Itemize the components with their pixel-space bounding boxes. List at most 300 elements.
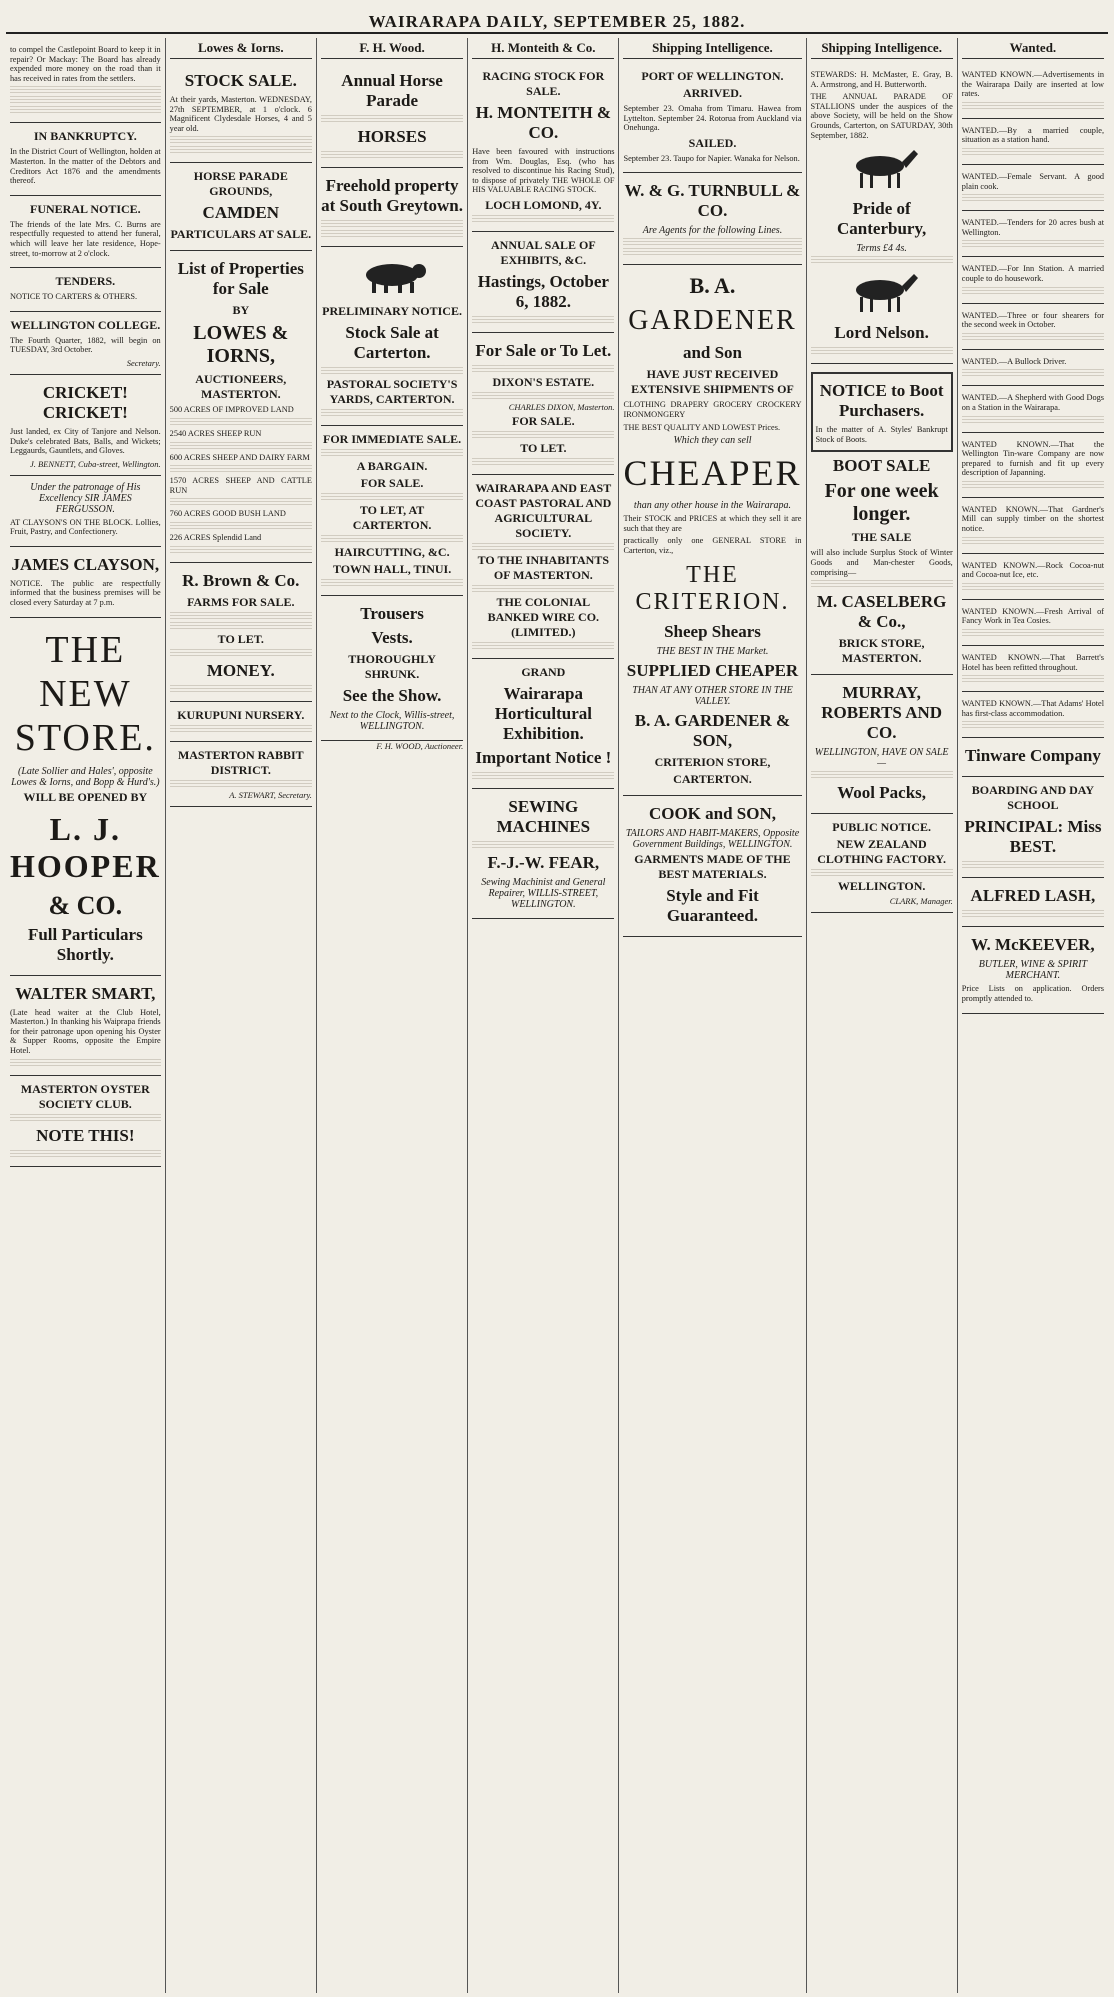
wanted-item-text: WANTED.—Three or four shearers for the second week in October. bbox=[961, 310, 1105, 330]
fear-title: F.-J.-W. FEAR, bbox=[487, 852, 600, 872]
stock-sale-carterton bbox=[321, 247, 463, 426]
rabbit-sign: A. STEWART, Secretary. bbox=[229, 789, 312, 800]
text-lines bbox=[962, 416, 1104, 424]
brown-to-let: TO LET. bbox=[217, 631, 264, 646]
acres-5: 760 ACRES GOOD BUSH LAND bbox=[169, 509, 286, 519]
c1-body-0: to compel the Castlepoint Board to keep it in repair? Or Mackay: The Board has already expended more money on the road than it has received in rates from the settlers. bbox=[10, 45, 161, 83]
text-lines bbox=[170, 725, 312, 733]
column-3 bbox=[317, 38, 468, 1993]
wanted-item-text: WANTED KNOWN.—Fresh Arrival of Fancy Work in Tea Cosies. bbox=[961, 606, 1105, 626]
wanted-item-text: WANTED.—A Shepherd with Good Dogs on a Station in the Wairarapa. bbox=[961, 393, 1105, 412]
cattle-cut bbox=[321, 255, 463, 300]
manager: CLARK, Manager. bbox=[889, 896, 953, 907]
text-lines bbox=[811, 771, 953, 779]
mckeever-title: W. McKEEVER, bbox=[971, 935, 1095, 955]
text-lines bbox=[472, 392, 614, 400]
note-this: NOTE THIS! bbox=[36, 1125, 135, 1145]
wanted-item bbox=[962, 498, 1104, 554]
turnbull-ad bbox=[623, 173, 801, 265]
stock-text: Their STOCK and PRICES at which they sell it are such that they are bbox=[623, 514, 802, 533]
pride-title: Pride of Canterbury, bbox=[837, 199, 927, 239]
camden-particulars: PARTICULARS AT SALE. bbox=[170, 227, 312, 242]
c1-body-1: In the District Court of Wellington, holden at Masterton. In the matter of the Debtors and Creditors Act 1876 and the amendments thereof. bbox=[10, 147, 161, 186]
wanted-item-text: WANTED KNOWN.—That Adams' Hotel has first-class accommodation. bbox=[961, 699, 1105, 718]
immediate-sale bbox=[321, 426, 463, 596]
vests-title: Vests. bbox=[371, 628, 413, 647]
inhabitants-title: TO THE INHABITANTS OF MASTERTON. bbox=[477, 552, 610, 582]
c2-head: Lowes & Iorns. bbox=[170, 38, 312, 59]
public-notice-ad bbox=[811, 814, 953, 913]
principal: PRINCIPAL: Miss BEST. bbox=[964, 817, 1102, 857]
text-lines bbox=[170, 522, 312, 530]
horse-parade-ad bbox=[321, 63, 463, 168]
c1-title-2: FUNERAL NOTICE. bbox=[29, 201, 141, 216]
smart-ad bbox=[10, 976, 161, 1076]
full-particulars: Full Particulars Shortly. bbox=[27, 924, 143, 964]
text-lines bbox=[10, 86, 161, 94]
racing-title: RACING STOCK FOR SALE. bbox=[482, 69, 605, 98]
c1-title-3: TENDERS. bbox=[55, 274, 116, 289]
text-lines bbox=[962, 629, 1104, 637]
wanted-item bbox=[962, 646, 1104, 692]
horse-cut bbox=[811, 144, 953, 195]
properties-by: BY bbox=[232, 303, 250, 318]
murray-sub: WELLINGTON, HAVE ON SALE— bbox=[814, 747, 949, 770]
text-lines bbox=[321, 493, 463, 501]
shrunk-title: THOROUGHLY SHRUNK. bbox=[348, 652, 436, 681]
wanted-item-text: WANTED.—By a married couple, situation as a station hand. bbox=[961, 125, 1105, 145]
text-lines bbox=[962, 675, 1104, 683]
c1-body-5: Just landed, ex City of Tanjore and Nelson. Duke's celebrated Bats, Balls, and Wickets; Leggaurds, Gauntlets, and Gloves. bbox=[10, 426, 161, 456]
text-lines bbox=[962, 369, 1104, 377]
wanted-list bbox=[962, 63, 1104, 738]
practically: practically only one GENERAL STORE in Carterton, viz., bbox=[623, 536, 802, 555]
brick-store: BRICK STORE, MASTERTON. bbox=[838, 636, 925, 666]
shears-best: THE BEST IN THE Market. bbox=[656, 645, 769, 657]
c1-sign-4: Secretary. bbox=[126, 357, 161, 368]
c1-block-0 bbox=[10, 38, 161, 123]
column-2 bbox=[166, 38, 317, 1993]
column-4 bbox=[468, 38, 619, 1993]
c1-title-6: Under the patronage of His Excellency SIR JAMES FERGUSSON. bbox=[30, 481, 141, 515]
c1-title-4: WELLINGTON COLLEGE. bbox=[10, 317, 161, 332]
text-lines bbox=[472, 365, 614, 373]
c1-block-3 bbox=[10, 268, 161, 312]
smart-body: (Late head waiter at the Club Hotel, Masterton.) In thanking his Waiprapa friends for their patronage upon opening his Oyster & Supper Rooms, opposite the Empire Hotel. bbox=[10, 1007, 161, 1056]
c1-body-2: The friends of the late Mrs. C. Burns are respectfully requested to attend her funeral, which will leave her late residence, Hope-street, to-morrow at 2 o'clock. bbox=[10, 219, 161, 258]
wanted-item-text: WANTED KNOWN.—Rock Cocoa-nut and Cocoa-nut Ice, etc. bbox=[961, 560, 1105, 580]
c3-to-let: TO LET, AT CARTERTON. bbox=[352, 503, 432, 532]
clothing-company: NEW ZEALAND CLOTHING FACTORY. bbox=[817, 837, 946, 867]
new-store-ad bbox=[10, 618, 161, 976]
stock-sale-ad bbox=[170, 63, 312, 163]
shears-title: Sheep Shears bbox=[664, 621, 761, 641]
smart-title: WALTER SMART, bbox=[15, 983, 156, 1003]
text-lines bbox=[472, 543, 614, 551]
text-lines bbox=[962, 194, 1104, 202]
racing-ad bbox=[472, 63, 614, 232]
wanted-item bbox=[962, 386, 1104, 432]
wool-packs: Wool Packs, bbox=[837, 783, 927, 803]
wanted-item-text: WANTED KNOWN.—That the Wellington Tin-ware Company are now prepared to furnish and fit up every description of Japanning. bbox=[961, 439, 1105, 478]
wanted-item bbox=[962, 63, 1104, 119]
opened-by: WILL BE OPENED BY bbox=[23, 789, 148, 804]
sewing-ad bbox=[472, 789, 614, 919]
dixon-sign: CHARLES DIXON, Masterton. bbox=[508, 401, 615, 412]
text-lines bbox=[321, 115, 463, 123]
cheaper-title: CHEAPER bbox=[623, 453, 802, 494]
column-6 bbox=[807, 38, 958, 1993]
properties-ad bbox=[170, 251, 312, 562]
wanted-item-text: WANTED.—Female Servant. A good plain cook. bbox=[961, 171, 1105, 191]
mckeever-sub: BUTLER, WINE & SPIRIT MERCHANT. bbox=[978, 959, 1088, 982]
camden-title: CAMDEN bbox=[202, 203, 280, 223]
acres-3: 600 ACRES SHEEP AND DAIRY FARM bbox=[169, 452, 310, 462]
murray-title: MURRAY, ROBERTS AND CO. bbox=[821, 683, 943, 743]
wood-sign: F. H. WOOD, Auctioneer. bbox=[376, 741, 464, 751]
nursery-title: KURUPUNI NURSERY. bbox=[177, 707, 305, 722]
text-lines bbox=[170, 622, 312, 630]
important-notice: Important Notice ! bbox=[475, 747, 612, 767]
text-lines bbox=[811, 256, 953, 264]
colonial-bank: THE COLONIAL BANKED WIRE CO. (LIMITED.) bbox=[487, 594, 600, 639]
c1-block-1 bbox=[10, 123, 161, 195]
gardener-son: B. A. GARDENER & SON, bbox=[634, 710, 791, 750]
text-lines bbox=[170, 780, 312, 788]
c1-title-1: IN BANKRUPTCY. bbox=[33, 129, 137, 144]
camden-ad bbox=[170, 163, 312, 251]
text-lines bbox=[170, 685, 312, 693]
criterion-title: THE CRITERION. bbox=[635, 561, 790, 615]
c1-block-2 bbox=[10, 196, 161, 268]
text-lines bbox=[170, 498, 312, 506]
wanted-item bbox=[962, 600, 1104, 646]
columns bbox=[6, 38, 1108, 1993]
port-title: PORT OF WELLINGTON. bbox=[641, 69, 784, 83]
wanted-item-text: WANTED.—Tenders for 20 acres bush at Wellington. bbox=[961, 218, 1105, 237]
lowes-title: LOWES & IORNS, bbox=[193, 322, 289, 368]
one-week: For one week longer. bbox=[824, 480, 939, 526]
sale-or-let bbox=[472, 333, 614, 475]
town-hall: TOWN HALL, TINUI. bbox=[332, 562, 452, 576]
garments: GARMENTS MADE OF THE BEST MATERIALS. bbox=[634, 851, 791, 881]
dixon-title: DIXON'S ESTATE. bbox=[492, 374, 595, 389]
style-title: Style and Fit Guaranteed. bbox=[666, 885, 759, 925]
c1-body-6: AT CLAYSON'S ON THE BLOCK. Lollies, Fruit, Pastry, and Confectionery. bbox=[10, 517, 161, 537]
grand-title: GRAND bbox=[521, 664, 566, 679]
text-lines bbox=[962, 102, 1104, 110]
text-lines bbox=[962, 537, 1104, 545]
clothing-sub: WELLINGTON. bbox=[837, 879, 926, 894]
terms-title: Terms £4 4s. bbox=[856, 243, 907, 255]
wairarapa-society bbox=[472, 475, 614, 659]
preliminary-title: PRELIMINARY NOTICE. bbox=[322, 304, 462, 318]
fear-sub: Sewing Machinist and General Repairer, WILLIS-STREET, WELLINGTON. bbox=[481, 876, 606, 910]
best-quality: THE BEST QUALITY AND LOWEST Prices. bbox=[623, 422, 781, 432]
text-lines bbox=[10, 96, 161, 104]
carterton: CARTERTON. bbox=[673, 771, 752, 786]
wairarapa-society-title: WAIRARAPA AND EAST COAST PASTORAL AND AGRICULTURAL SOCIETY. bbox=[475, 480, 612, 540]
arrived-body: September 23. Omaha from Timaru. Hawea from Lyttelton. September 24. Rotorua from Auckland via Onehunga. bbox=[623, 104, 802, 133]
boot-notice-box bbox=[811, 372, 953, 452]
horse-icon bbox=[842, 144, 922, 190]
c1-body-4: The Fourth Quarter, 1882, will begin on TUESDAY, 3rd October. bbox=[10, 335, 161, 355]
which: Which they can sell bbox=[673, 435, 752, 447]
text-lines bbox=[623, 248, 801, 256]
masthead-title: WAIRARAPA DAILY, SEPTEMBER 25, 1882. bbox=[368, 12, 746, 31]
sewing-title: SEWING MACHINES bbox=[496, 796, 591, 836]
text-lines bbox=[962, 148, 1104, 156]
racing-body: Have been favoured with instructions from Wm. Douglas, Esq. (who has resolved to discontinue his Racing Stud), to dispose of privately THE WHOLE OF HIS VALUABLE RACING STOCK. bbox=[472, 147, 615, 195]
criterion-store: CRITERION STORE, bbox=[654, 754, 771, 769]
arrived-title: ARRIVED. bbox=[682, 86, 742, 100]
text-lines bbox=[962, 583, 1104, 591]
wanted-item-text: WANTED.—A Bullock Driver. bbox=[961, 356, 1067, 366]
any-other: THAN AT ANY OTHER STORE IN THE VALLEY. bbox=[632, 684, 793, 707]
annual-parade: THE ANNUAL PARADE OF STALLIONS under the auspices of the above Society, will be held on the Show Grounds, Carterton, on SATURDAY, 30th September, 1882. bbox=[810, 92, 953, 140]
text-lines bbox=[962, 287, 1104, 295]
acres-4: 1570 ACRES SHEEP AND CATTLE RUN bbox=[169, 476, 312, 495]
wanted-item-text: WANTED KNOWN.—That Gardner's Mill can supply timber on the shortest notice. bbox=[961, 504, 1105, 534]
text-lines bbox=[962, 721, 1104, 729]
immediate-title: FOR IMMEDIATE SALE. bbox=[323, 432, 462, 446]
stock-sale-title: STOCK SALE. bbox=[184, 71, 297, 90]
horticultural-title: Wairarapa Horticultural Exhibition. bbox=[494, 683, 592, 743]
masterton-club-title: MASTERTON OYSTER SOCIETY CLUB. bbox=[20, 1081, 150, 1111]
masterton-club bbox=[10, 1076, 161, 1167]
gardener-ad bbox=[623, 265, 801, 795]
shipments: HAVE JUST RECEIVED EXTENSIVE SHIPMENTS OF bbox=[631, 367, 794, 397]
trousers-ad bbox=[321, 596, 463, 741]
supplied-title: SUPPLIED CHEAPER bbox=[626, 660, 799, 680]
c1-block-6 bbox=[10, 476, 161, 547]
wanted-item bbox=[962, 350, 1104, 387]
text-lines bbox=[962, 240, 1104, 248]
text-lines bbox=[472, 458, 614, 466]
wanted-item-text: WANTED KNOWN.—Advertisements in the Wairarapa Daily are inserted at low rates. bbox=[961, 70, 1105, 99]
text-lines bbox=[170, 546, 312, 554]
acres-6: 226 ACRES Splendid Land bbox=[169, 532, 262, 542]
text-lines bbox=[321, 230, 463, 238]
c3-head: F. H. Wood. bbox=[321, 38, 463, 59]
stallions-ad bbox=[811, 63, 953, 364]
text-lines bbox=[170, 612, 312, 620]
freehold-title: Freehold property at South Greytown. bbox=[321, 176, 463, 215]
text-lines bbox=[472, 215, 614, 223]
brown-ad bbox=[170, 563, 312, 702]
murray-ad bbox=[811, 675, 953, 814]
wanted-item-text: WANTED KNOWN.—That Barrett's Hotel has been refitted throughout. bbox=[961, 653, 1105, 672]
c1-sign-5: J. BENNETT, Cuba-street, Wellington. bbox=[29, 458, 161, 469]
surplus: will also include Surplus Stock of Winter Goods and Man-chester Goods, comprising— bbox=[810, 548, 953, 577]
text-lines bbox=[472, 585, 614, 593]
alfred-ad bbox=[962, 878, 1104, 927]
stock-sale-carterton-title: Stock Sale at Carterton. bbox=[345, 323, 439, 362]
text-lines bbox=[170, 442, 312, 450]
sale-or-let-title: For Sale or To Let. bbox=[475, 340, 612, 360]
rabbit-ad bbox=[170, 742, 312, 807]
public-notice-title: PUBLIC NOTICE. bbox=[832, 820, 931, 835]
properties-title: List of Properties for Sale bbox=[177, 259, 304, 299]
hastings-title: Hastings, October 6, 1882. bbox=[477, 271, 609, 311]
acres-2: 2540 ACRES SHEEP RUN bbox=[169, 428, 262, 438]
text-lines bbox=[170, 465, 312, 473]
boarding-title: BOARDING AND DAY SCHOOL bbox=[971, 783, 1095, 813]
rabbit-title: MASTERTON RABBIT DISTRICT. bbox=[177, 747, 304, 777]
text-lines bbox=[811, 347, 953, 355]
text-lines bbox=[170, 418, 312, 426]
boarding-ad bbox=[962, 777, 1104, 878]
c1-block-4 bbox=[10, 312, 161, 375]
boot-sale-title: BOOT SALE bbox=[832, 456, 931, 476]
text-lines bbox=[962, 861, 1104, 869]
horse-parade: HORSE PARADE GROUNDS, bbox=[193, 169, 288, 199]
text-lines bbox=[811, 580, 953, 588]
wanted-item-text: WANTED.—For Inn Station. A married couple to do housework. bbox=[961, 264, 1105, 283]
column-7 bbox=[958, 38, 1108, 1993]
text-lines bbox=[472, 316, 614, 324]
tinware-title: Tinware Company bbox=[964, 746, 1101, 766]
wanted-item bbox=[962, 692, 1104, 738]
cook-ad bbox=[623, 796, 801, 937]
c4-to-let: TO LET. bbox=[520, 440, 567, 455]
wanted-item bbox=[962, 433, 1104, 498]
wanted-item bbox=[962, 165, 1104, 211]
c1-body-3: NOTICE TO CARTERS & OTHERS. bbox=[10, 292, 138, 302]
lord-nelson-title: Lord Nelson. bbox=[834, 323, 929, 343]
c5-head: Shipping Intelligence. bbox=[623, 38, 801, 59]
c7-head: Wanted. bbox=[962, 38, 1104, 59]
text-lines bbox=[321, 579, 463, 587]
text-lines bbox=[962, 481, 1104, 489]
text-lines bbox=[472, 841, 614, 849]
auctioneers: AUCTIONEERS, MASTERTON. bbox=[195, 372, 287, 402]
horse-icon bbox=[842, 268, 922, 314]
price-lists: Price Lists on application. Orders promptly attended to. bbox=[961, 984, 1105, 1003]
text-lines bbox=[321, 367, 463, 375]
text-lines bbox=[321, 151, 463, 159]
and-son: and Son bbox=[682, 343, 743, 363]
alfred-title: ALFRED LASH, bbox=[970, 886, 1096, 906]
sailed-title: SAILED. bbox=[688, 135, 737, 150]
freehold-ad bbox=[321, 168, 463, 247]
text-lines bbox=[811, 869, 953, 877]
sailed-body: September 23. Taupo for Napier. Wanaka for Nelson. bbox=[623, 153, 800, 163]
pastoral-yards: PASTORAL SOCIETY'S YARDS, CARTERTON. bbox=[326, 377, 458, 406]
caselberg-title: M. CASELBERG & Co., bbox=[816, 592, 947, 632]
new-store-title: THE NEW STORE. bbox=[14, 628, 156, 759]
cook-title: COOK and SON, bbox=[648, 803, 777, 823]
mckeever-ad bbox=[962, 927, 1104, 1013]
monteith-title: H. MONTEITH & CO. bbox=[475, 103, 612, 142]
annual-title: ANNUAL SALE OF EXHIBITS, &C. bbox=[490, 237, 596, 267]
wanted-item bbox=[962, 257, 1104, 303]
text-lines bbox=[10, 1059, 161, 1067]
text-lines bbox=[10, 106, 161, 114]
ba-title: B. A. bbox=[689, 273, 736, 299]
bargain-title: A BARGAIN. bbox=[356, 459, 428, 473]
horse-cut-2 bbox=[811, 268, 953, 319]
trousers-title: Trousers bbox=[360, 604, 424, 623]
annual-ad bbox=[472, 232, 614, 333]
nursery-ad bbox=[170, 702, 312, 742]
brown-title: R. Brown & Co. bbox=[182, 570, 300, 590]
text-lines bbox=[623, 238, 801, 246]
column-5 bbox=[619, 38, 806, 1993]
text-lines bbox=[321, 449, 463, 457]
text-lines bbox=[170, 146, 312, 154]
port-ad bbox=[623, 63, 801, 173]
c6-head: Shipping Intelligence. bbox=[811, 38, 953, 59]
c1-title-7: JAMES CLAYSON, bbox=[11, 554, 160, 574]
wanted-item bbox=[962, 554, 1104, 600]
turnbull-title: W. & G. TURNBULL & CO. bbox=[624, 181, 801, 221]
text-lines bbox=[472, 642, 614, 650]
cook-sub: TAILORS AND HABIT-MAKERS, Opposite Government Buildings, WELLINGTON. bbox=[625, 827, 800, 850]
boot-notice-title: NOTICE to Boot Purchasers. bbox=[819, 381, 944, 421]
horse-parade-title: Annual Horse Parade bbox=[341, 71, 443, 110]
text-lines bbox=[170, 649, 312, 657]
masthead bbox=[6, 4, 1108, 34]
c1-block-5 bbox=[10, 375, 161, 476]
the-sale: THE SALE bbox=[851, 530, 912, 545]
text-lines bbox=[472, 431, 614, 439]
boot-ad bbox=[811, 364, 953, 675]
see-show: See the Show. bbox=[342, 686, 442, 705]
than-any: than any other house in the Wairarapa. bbox=[633, 500, 792, 512]
farms-title: FARMS FOR SALE. bbox=[187, 594, 295, 609]
hooper-title: L. J. HOOPER bbox=[10, 810, 161, 884]
bull-icon bbox=[352, 255, 432, 295]
wanted-item bbox=[962, 211, 1104, 257]
c4-head: H. Monteith & Co. bbox=[472, 38, 614, 59]
text-lines bbox=[321, 535, 463, 543]
text-lines bbox=[321, 220, 463, 228]
turnbull-sub: Are Agents for the following Lines. bbox=[642, 225, 783, 237]
acres-1: 500 ACRES OF IMPROVED LAND bbox=[169, 405, 294, 415]
text-lines bbox=[10, 1114, 161, 1122]
tinware-ad bbox=[962, 738, 1104, 777]
c4-for-sale: FOR SALE. bbox=[511, 413, 575, 428]
column-1 bbox=[6, 38, 166, 1993]
stewards: STEWARDS: H. McMaster, E. Gray, B. A. Armstrong, and H. Butterworth. bbox=[810, 70, 953, 89]
c1-title-5: CRICKET! CRICKET! bbox=[42, 382, 128, 422]
boot-notice-body: In the matter of A. Styles' Bankrupt Stock of Boots. bbox=[815, 425, 948, 444]
c1-body-7: NOTICE. The public are respectfully informed that the business premises will be closed every Saturday at 7 p.m. bbox=[10, 578, 161, 608]
text-lines bbox=[472, 772, 614, 780]
c3-for-sale: FOR SALE. bbox=[360, 476, 424, 490]
wanted-item bbox=[962, 304, 1104, 350]
goods-list: CLOTHING DRAPERY GROCERY CROCKERY IRONMONGERY bbox=[623, 400, 802, 419]
stock-sale-body: At their yards, Masterton. WEDNESDAY, 27th SEPTEMBER, at 1 o'clock. 6 Magnificent Clydesdale Horses, 4 and 5 year old. bbox=[169, 95, 312, 133]
see-show-sub: Next to the Clock, Willis-street, WELLINGTON. bbox=[329, 710, 455, 732]
gardener-title: GARDENER bbox=[628, 305, 797, 337]
horses-title: HORSES bbox=[357, 127, 427, 146]
loch-lomond: LOCH LOMOND, 4Y. bbox=[485, 197, 602, 212]
haircutting: HAIRCUTTING, &C. bbox=[334, 545, 450, 559]
text-lines bbox=[321, 409, 463, 417]
text-lines bbox=[962, 333, 1104, 341]
text-lines bbox=[170, 136, 312, 144]
horticultural-ad bbox=[472, 659, 614, 789]
wanted-item bbox=[962, 119, 1104, 165]
hooper-co: & CO. bbox=[48, 890, 123, 920]
new-store-sub: (Late Sollier and Hales', opposite Lowes & Iorns, and Bopp & Hurd's.) bbox=[11, 765, 160, 788]
c1-block-7 bbox=[10, 547, 161, 618]
money-title: MONEY. bbox=[206, 660, 275, 680]
text-lines bbox=[10, 1150, 161, 1158]
text-lines bbox=[962, 910, 1104, 918]
